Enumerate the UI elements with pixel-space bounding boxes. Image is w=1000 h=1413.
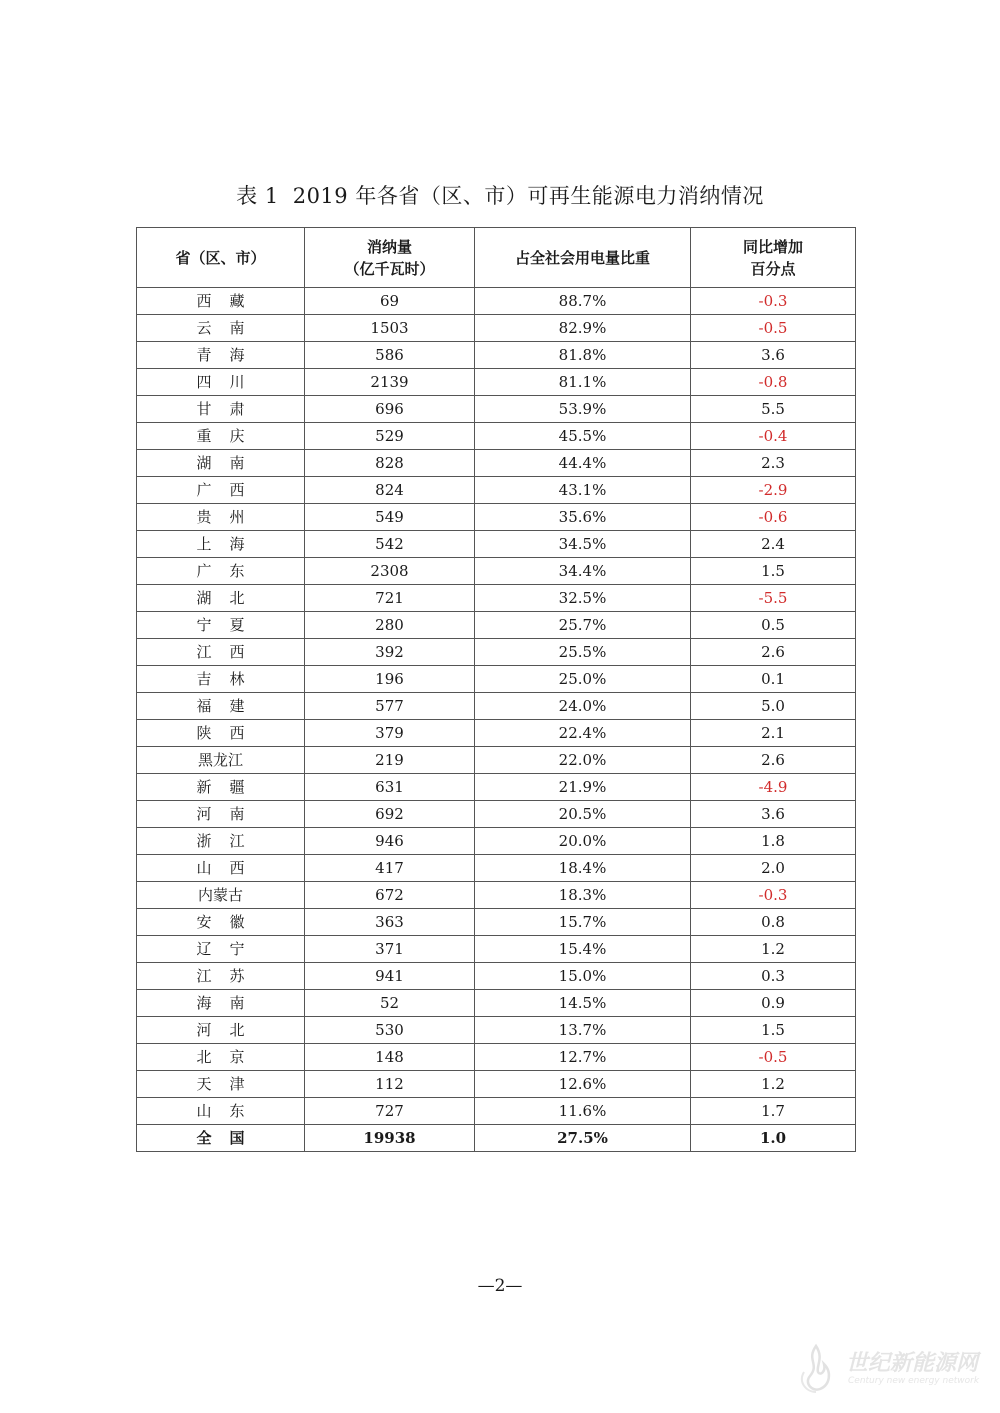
cell-province: 陕西 [137,720,305,747]
cell-change: -0.8 [691,369,856,396]
cell-share: 18.3% [475,882,691,909]
table-row [137,747,856,774]
cell-consumption: 542 [305,531,475,558]
cell-change: 2.3 [691,450,856,477]
table-row [137,423,856,450]
table-row [137,450,856,477]
cell-province: 宁夏 [137,612,305,639]
table-row [137,720,856,747]
cell-share: 13.7% [475,1017,691,1044]
header-consumption [305,228,475,288]
cell-consumption: 148 [305,1044,475,1071]
cell-province: 江苏 [137,963,305,990]
watermark-text: 世纪新能源网 [846,1351,979,1376]
cell-consumption: 363 [305,909,475,936]
cell-consumption: 2139 [305,369,475,396]
cell-consumption: 824 [305,477,475,504]
cell-share: 25.5% [475,639,691,666]
header-change-line1: 同比增加 [742,237,803,256]
table-title [0,180,1000,210]
cell-consumption: 52 [305,990,475,1017]
cell-share: 15.7% [475,909,691,936]
table-row [137,585,856,612]
cell-change: -4.9 [691,774,856,801]
cell-change: 0.3 [691,963,856,990]
cell-consumption: 417 [305,855,475,882]
cell-province: 云南 [137,315,305,342]
cell-share: 45.5% [475,423,691,450]
cell-share: 20.5% [475,801,691,828]
cell-province: 辽宁 [137,936,305,963]
cell-province: 贵州 [137,504,305,531]
cell-share: 24.0% [475,693,691,720]
cell-change: -5.5 [691,585,856,612]
table-row [137,531,856,558]
table-row [137,315,856,342]
cell-share: 81.1% [475,369,691,396]
cell-change: -0.5 [691,315,856,342]
page-number: —2— [477,1276,523,1296]
cell-change: 2.4 [691,531,856,558]
cell-consumption: 392 [305,639,475,666]
header-consumption-line1: 消纳量 [366,237,412,256]
table-number: 表 1 [236,184,279,208]
cell-share: 14.5% [475,990,691,1017]
cell-share: 82.9% [475,315,691,342]
cell-change: 5.5 [691,396,856,423]
cell-consumption: 69 [305,288,475,315]
cell-province: 山东 [137,1098,305,1125]
cell-share: 20.0% [475,828,691,855]
cell-province: 上海 [137,531,305,558]
cell-change: 1.2 [691,1071,856,1098]
cell-province: 江西 [137,639,305,666]
table-row [137,369,856,396]
cell-province: 山西 [137,855,305,882]
table-row [137,1017,856,1044]
cell-change: -0.3 [691,882,856,909]
cell-province: 四川 [137,369,305,396]
table-title-text: 2019 年各省（区、市）可再生能源电力消纳情况 [292,184,764,208]
cell-share: 34.5% [475,531,691,558]
cell-share: 15.4% [475,936,691,963]
cell-consumption: 530 [305,1017,475,1044]
cell-province: 广东 [137,558,305,585]
cell-share: 15.0% [475,963,691,990]
cell-change: 1.0 [691,1125,856,1152]
table-row [137,1044,856,1071]
table-row [137,558,856,585]
table-row [137,909,856,936]
table-row [137,342,856,369]
cell-share: 88.7% [475,288,691,315]
cell-share: 44.4% [475,450,691,477]
cell-change: 3.6 [691,801,856,828]
cell-province: 天津 [137,1071,305,1098]
table-row-total [137,1125,856,1152]
header-share: 占全社会用电量比重 [475,228,691,288]
header-province: 省（区、市） [137,228,305,288]
cell-province: 河南 [137,801,305,828]
table-row [137,963,856,990]
cell-province: 广西 [137,477,305,504]
table-row [137,504,856,531]
cell-province: 重庆 [137,423,305,450]
header-change [691,228,856,288]
cell-consumption: 586 [305,342,475,369]
cell-change: -0.3 [691,288,856,315]
table-row [137,1098,856,1125]
cell-change: 2.6 [691,747,856,774]
table-row [137,801,856,828]
cell-share: 81.8% [475,342,691,369]
cell-consumption: 112 [305,1071,475,1098]
cell-province: 北京 [137,1044,305,1071]
cell-change: 0.9 [691,990,856,1017]
cell-consumption: 379 [305,720,475,747]
cell-share: 32.5% [475,585,691,612]
cell-change: -2.9 [691,477,856,504]
cell-consumption: 371 [305,936,475,963]
cell-consumption: 2308 [305,558,475,585]
cell-share: 34.4% [475,558,691,585]
cell-province: 吉林 [137,666,305,693]
cell-province: 黑龙江 [137,747,305,774]
cell-share: 25.0% [475,666,691,693]
cell-change: 1.8 [691,828,856,855]
watermark-subtext: Century new energy network [848,1376,980,1386]
cell-province: 安徽 [137,909,305,936]
cell-share: 27.5% [475,1125,691,1152]
cell-province: 海南 [137,990,305,1017]
cell-consumption: 631 [305,774,475,801]
cell-share: 21.9% [475,774,691,801]
cell-consumption: 219 [305,747,475,774]
cell-province: 湖南 [137,450,305,477]
table-row [137,639,856,666]
cell-consumption: 19938 [305,1125,475,1152]
cell-consumption: 1503 [305,315,475,342]
cell-change: 0.1 [691,666,856,693]
cell-consumption: 828 [305,450,475,477]
table-row [137,693,856,720]
cell-share: 12.6% [475,1071,691,1098]
cell-share: 22.4% [475,720,691,747]
table-row [137,288,856,315]
consumption-table [136,227,856,1152]
table-row [137,666,856,693]
cell-consumption: 721 [305,585,475,612]
cell-province: 新疆 [137,774,305,801]
table-row [137,936,856,963]
cell-consumption: 941 [305,963,475,990]
cell-share: 35.6% [475,504,691,531]
cell-province: 青海 [137,342,305,369]
cell-change: 2.6 [691,639,856,666]
cell-change: -0.6 [691,504,856,531]
cell-change: 0.8 [691,909,856,936]
table-header-row [137,228,856,288]
cell-consumption: 280 [305,612,475,639]
table-row [137,855,856,882]
cell-change: 1.5 [691,558,856,585]
header-change-line2: 百分点 [750,259,796,278]
cell-consumption: 577 [305,693,475,720]
cell-change: 2.1 [691,720,856,747]
cell-consumption: 727 [305,1098,475,1125]
cell-change: -0.5 [691,1044,856,1071]
table-row [137,828,856,855]
cell-change: 0.5 [691,612,856,639]
cell-consumption: 529 [305,423,475,450]
cell-share: 11.6% [475,1098,691,1125]
cell-province: 内蒙古 [137,882,305,909]
cell-province: 福建 [137,693,305,720]
table-row [137,1071,856,1098]
cell-province: 湖北 [137,585,305,612]
cell-change: 5.0 [691,693,856,720]
cell-province: 全国 [137,1125,305,1152]
cell-consumption: 196 [305,666,475,693]
cell-consumption: 549 [305,504,475,531]
cell-consumption: 692 [305,801,475,828]
cell-province: 浙江 [137,828,305,855]
table-row [137,612,856,639]
cell-change: 1.2 [691,936,856,963]
cell-share: 43.1% [475,477,691,504]
table-row [137,774,856,801]
table-row [137,990,856,1017]
cell-change: 2.0 [691,855,856,882]
cell-consumption: 696 [305,396,475,423]
cell-province: 西藏 [137,288,305,315]
cell-change: 1.7 [691,1098,856,1125]
cell-share: 18.4% [475,855,691,882]
table-body [137,288,856,1152]
cell-province: 甘肃 [137,396,305,423]
table-row [137,477,856,504]
table-row [137,882,856,909]
cell-change: 1.5 [691,1017,856,1044]
cell-consumption: 946 [305,828,475,855]
cell-share: 22.0% [475,747,691,774]
cell-share: 25.7% [475,612,691,639]
cell-change: -0.4 [691,423,856,450]
cell-province: 河北 [137,1017,305,1044]
header-consumption-line2: （亿千瓦时） [344,259,435,278]
cell-change: 3.6 [691,342,856,369]
watermark [790,1340,1000,1400]
table-row [137,396,856,423]
flame-logo-icon [790,1342,842,1394]
cell-consumption: 672 [305,882,475,909]
cell-share: 12.7% [475,1044,691,1071]
cell-share: 53.9% [475,396,691,423]
